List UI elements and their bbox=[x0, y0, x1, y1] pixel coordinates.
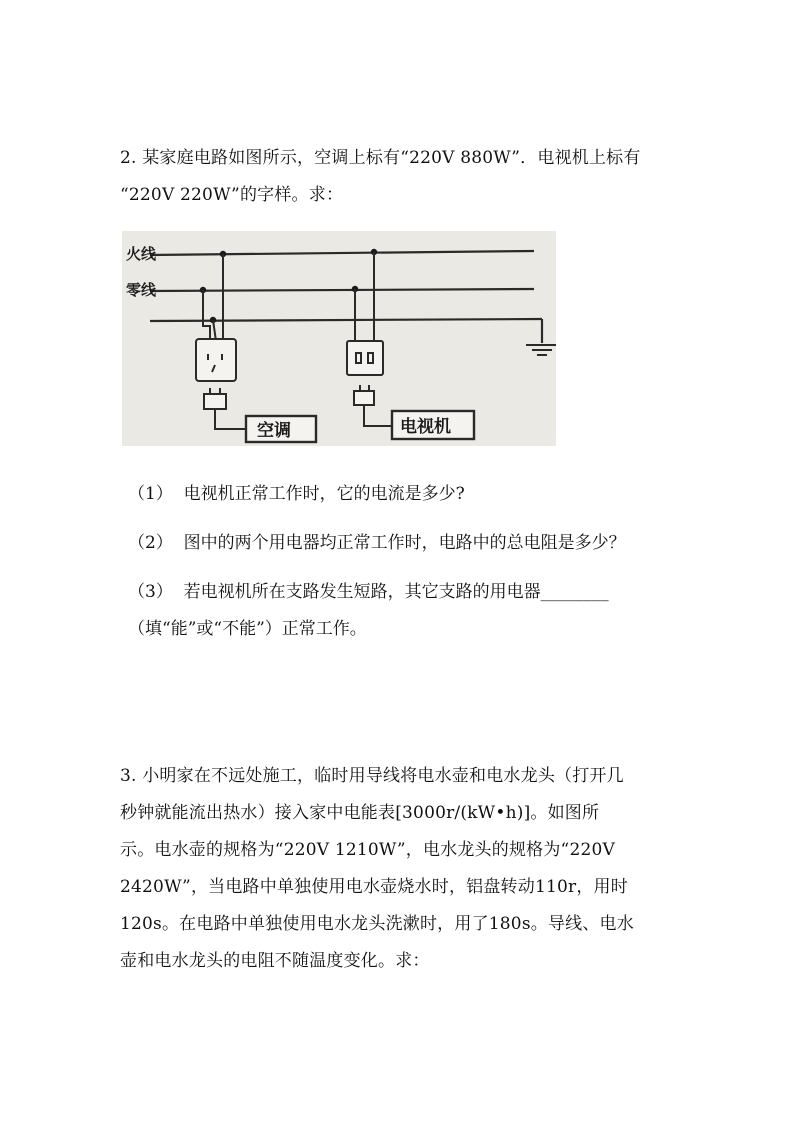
neutral-label: 零线 bbox=[126, 281, 157, 299]
q2-text-line-1: 2. 某家庭电路如图所示，空调上标有“220V 880W”．电视机上标有 bbox=[120, 148, 641, 168]
q3-text-line-6: 壶和电水龙头的电阻不随温度变化。求： bbox=[120, 951, 430, 971]
ground-wire bbox=[150, 319, 542, 321]
ground-icon bbox=[526, 345, 556, 355]
q2-text-line-2: “220V 220W”的字样。求： bbox=[120, 185, 344, 205]
q3-text-line-3: 示。电水壶的规格为“220V 1210W”，电水龙头的规格为“220V bbox=[120, 840, 615, 860]
neutral-wire bbox=[150, 289, 534, 291]
q3-text-line-2: 秒钟就能流出热水）接入家中电能表[3000r/(kW•h)]。如图所 bbox=[120, 803, 600, 823]
q2-subquestion-3-line-2: （填“能”或“不能”）正常工作。 bbox=[128, 619, 367, 639]
tv-plug bbox=[354, 391, 374, 405]
q2-subquestion-1: （1） 电视机正常工作时，它的电流是多少? bbox=[128, 484, 465, 504]
circuit-figure bbox=[122, 231, 556, 446]
q2-subquestion-3-line-1: （3） 若电视机所在支路发生短路，其它支路的用电器________ bbox=[128, 582, 609, 602]
q2-subquestion-2: （2） 图中的两个用电器均正常工作时，电路中的总电阻是多少？ bbox=[128, 533, 626, 553]
q3-text-line-4: 2420W”，当电路中单独使用电水壶烧水时，铝盘转动110r，用时 bbox=[120, 877, 628, 897]
tv-label: 电视机 bbox=[400, 417, 451, 437]
q3-text-line-5: 120s。在电路中单独使用电水龙头洗漱时，用了180s。导线、电水 bbox=[120, 914, 634, 934]
tv-socket bbox=[347, 341, 383, 375]
live-label: 火线 bbox=[126, 245, 157, 263]
ac-socket bbox=[196, 339, 236, 381]
ac-plug bbox=[204, 394, 226, 409]
ac-label: 空调 bbox=[257, 421, 291, 441]
live-wire bbox=[150, 251, 534, 255]
q3-text-line-1: 3. 小明家在不远处施工，临时用导线将电水壶和电水龙头（打开几 bbox=[120, 766, 624, 786]
